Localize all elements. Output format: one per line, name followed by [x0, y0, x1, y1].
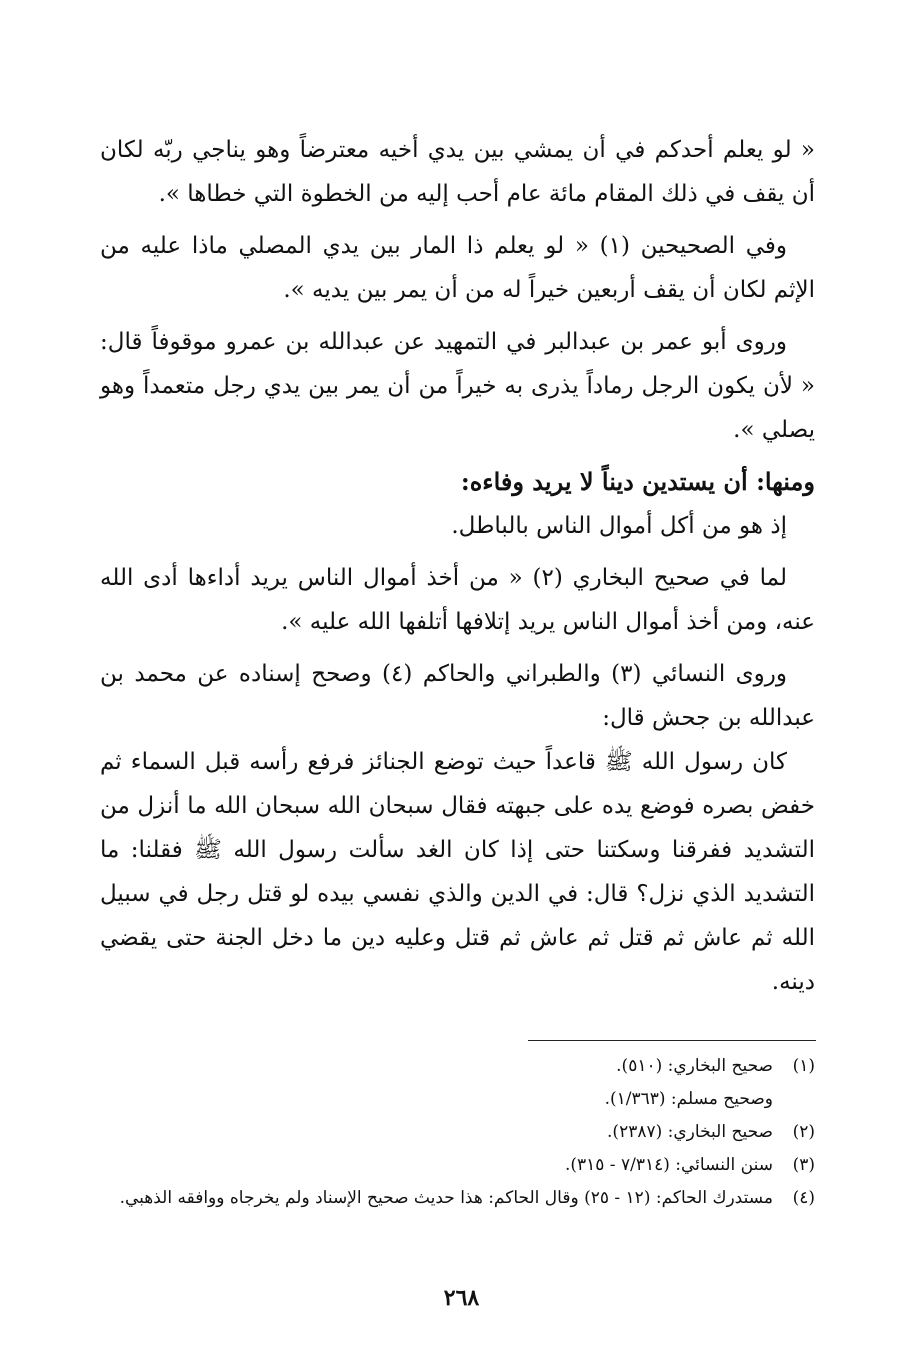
paragraph: لما في صحيح البخاري (٢) « من أخذ أموال الناس يريد أداءها أدى الله عنه، ومن أخذ أموال الناس يريد إتلافها أتلفها الله عليه ». — [100, 565, 815, 635]
footnote-number: (٢) — [792, 1122, 815, 1142]
footnote-number: (٣) — [792, 1155, 815, 1175]
paragraph: وفي الصحيحين (١) « لو يعلم ذا المار بين يدي المصلي ماذا عليه من الإثم لكان أن يقف أربعين خيراً له من أن يمر بين يديه ». — [100, 233, 815, 303]
page-number: ٢٦٨ — [443, 1285, 480, 1311]
paragraph: إذ هو من أكل أموال الناس بالباطل. — [451, 513, 787, 539]
footnote-number: (١) — [792, 1056, 815, 1076]
footnote-text: مستدرك الحاكم: (١٢ - ٢٥) وقال الحاكم: هذا حديث صحيح الإسناد ولم يخرجاه ووافقه الذهبي. — [119, 1188, 773, 1208]
paragraph: كان رسول الله ﷺ قاعداً حيث توضع الجنائز فرفع رأسه قبل السماء ثم خفض بصره فوضع يده على جبهته فقال سبحان الله سبحان الله ما أنزل من التشديد ففرقنا وسكتنا حتى إذا كان الغد سألت رسول الله ﷺ فقلنا: ما التشديد الذي نزل؟ قال: في الدين والذي نفسي بيده لو قتل رجل في سبيل الله ثم عاش ثم قتل ثم عاش ثم قتل وعليه دين ما دخل الجنة حتى يقضي دينه. — [100, 749, 815, 995]
footnote-text: صحيح البخاري: (٢٣٨٧). — [607, 1122, 773, 1142]
footnote-text: وصحيح مسلم: (١/٣٦٣). — [604, 1089, 773, 1109]
footnote — [90, 1083, 815, 1116]
footnote-number — [773, 1083, 815, 1116]
footnote-text: صحيح البخاري: (٥١٠). — [616, 1056, 773, 1076]
paragraph: « لو يعلم أحدكم في أن يمشي بين يدي أخيه معترضاً وهو يناجي ربّه لكان أن يقف في ذلك المقام مائة عام أحب إليه من الخطوة التي خطاها ». — [100, 137, 815, 207]
footnote — [90, 1116, 815, 1149]
footnote-text: سنن النسائي: (٧/٣١٤ - ٣١٥). — [564, 1155, 773, 1175]
footnote-number: (٤) — [792, 1188, 815, 1208]
paragraph: وروى النسائي (٣) والطبراني والحاكم (٤) وصحح إسناده عن محمد بن عبدالله بن جحش قال: — [100, 661, 815, 731]
footnote — [90, 1050, 815, 1083]
body-text — [100, 128, 815, 1004]
footnote — [90, 1182, 815, 1215]
section-heading: ومنها: أن يستدين ديناً لا يريد وفاءه: — [460, 467, 815, 496]
footnote — [90, 1149, 815, 1182]
paragraph: وروى أبو عمر بن عبدالبر في التمهيد عن عبدالله بن عمرو موقوفاً قال: « لأن يكون الرجل رماداً يذرى به خيراً من أن يمر بين يدي رجل متعمداً وهو يصلي ». — [100, 329, 815, 443]
footnote-divider — [528, 1040, 816, 1041]
footnotes — [90, 1050, 815, 1215]
